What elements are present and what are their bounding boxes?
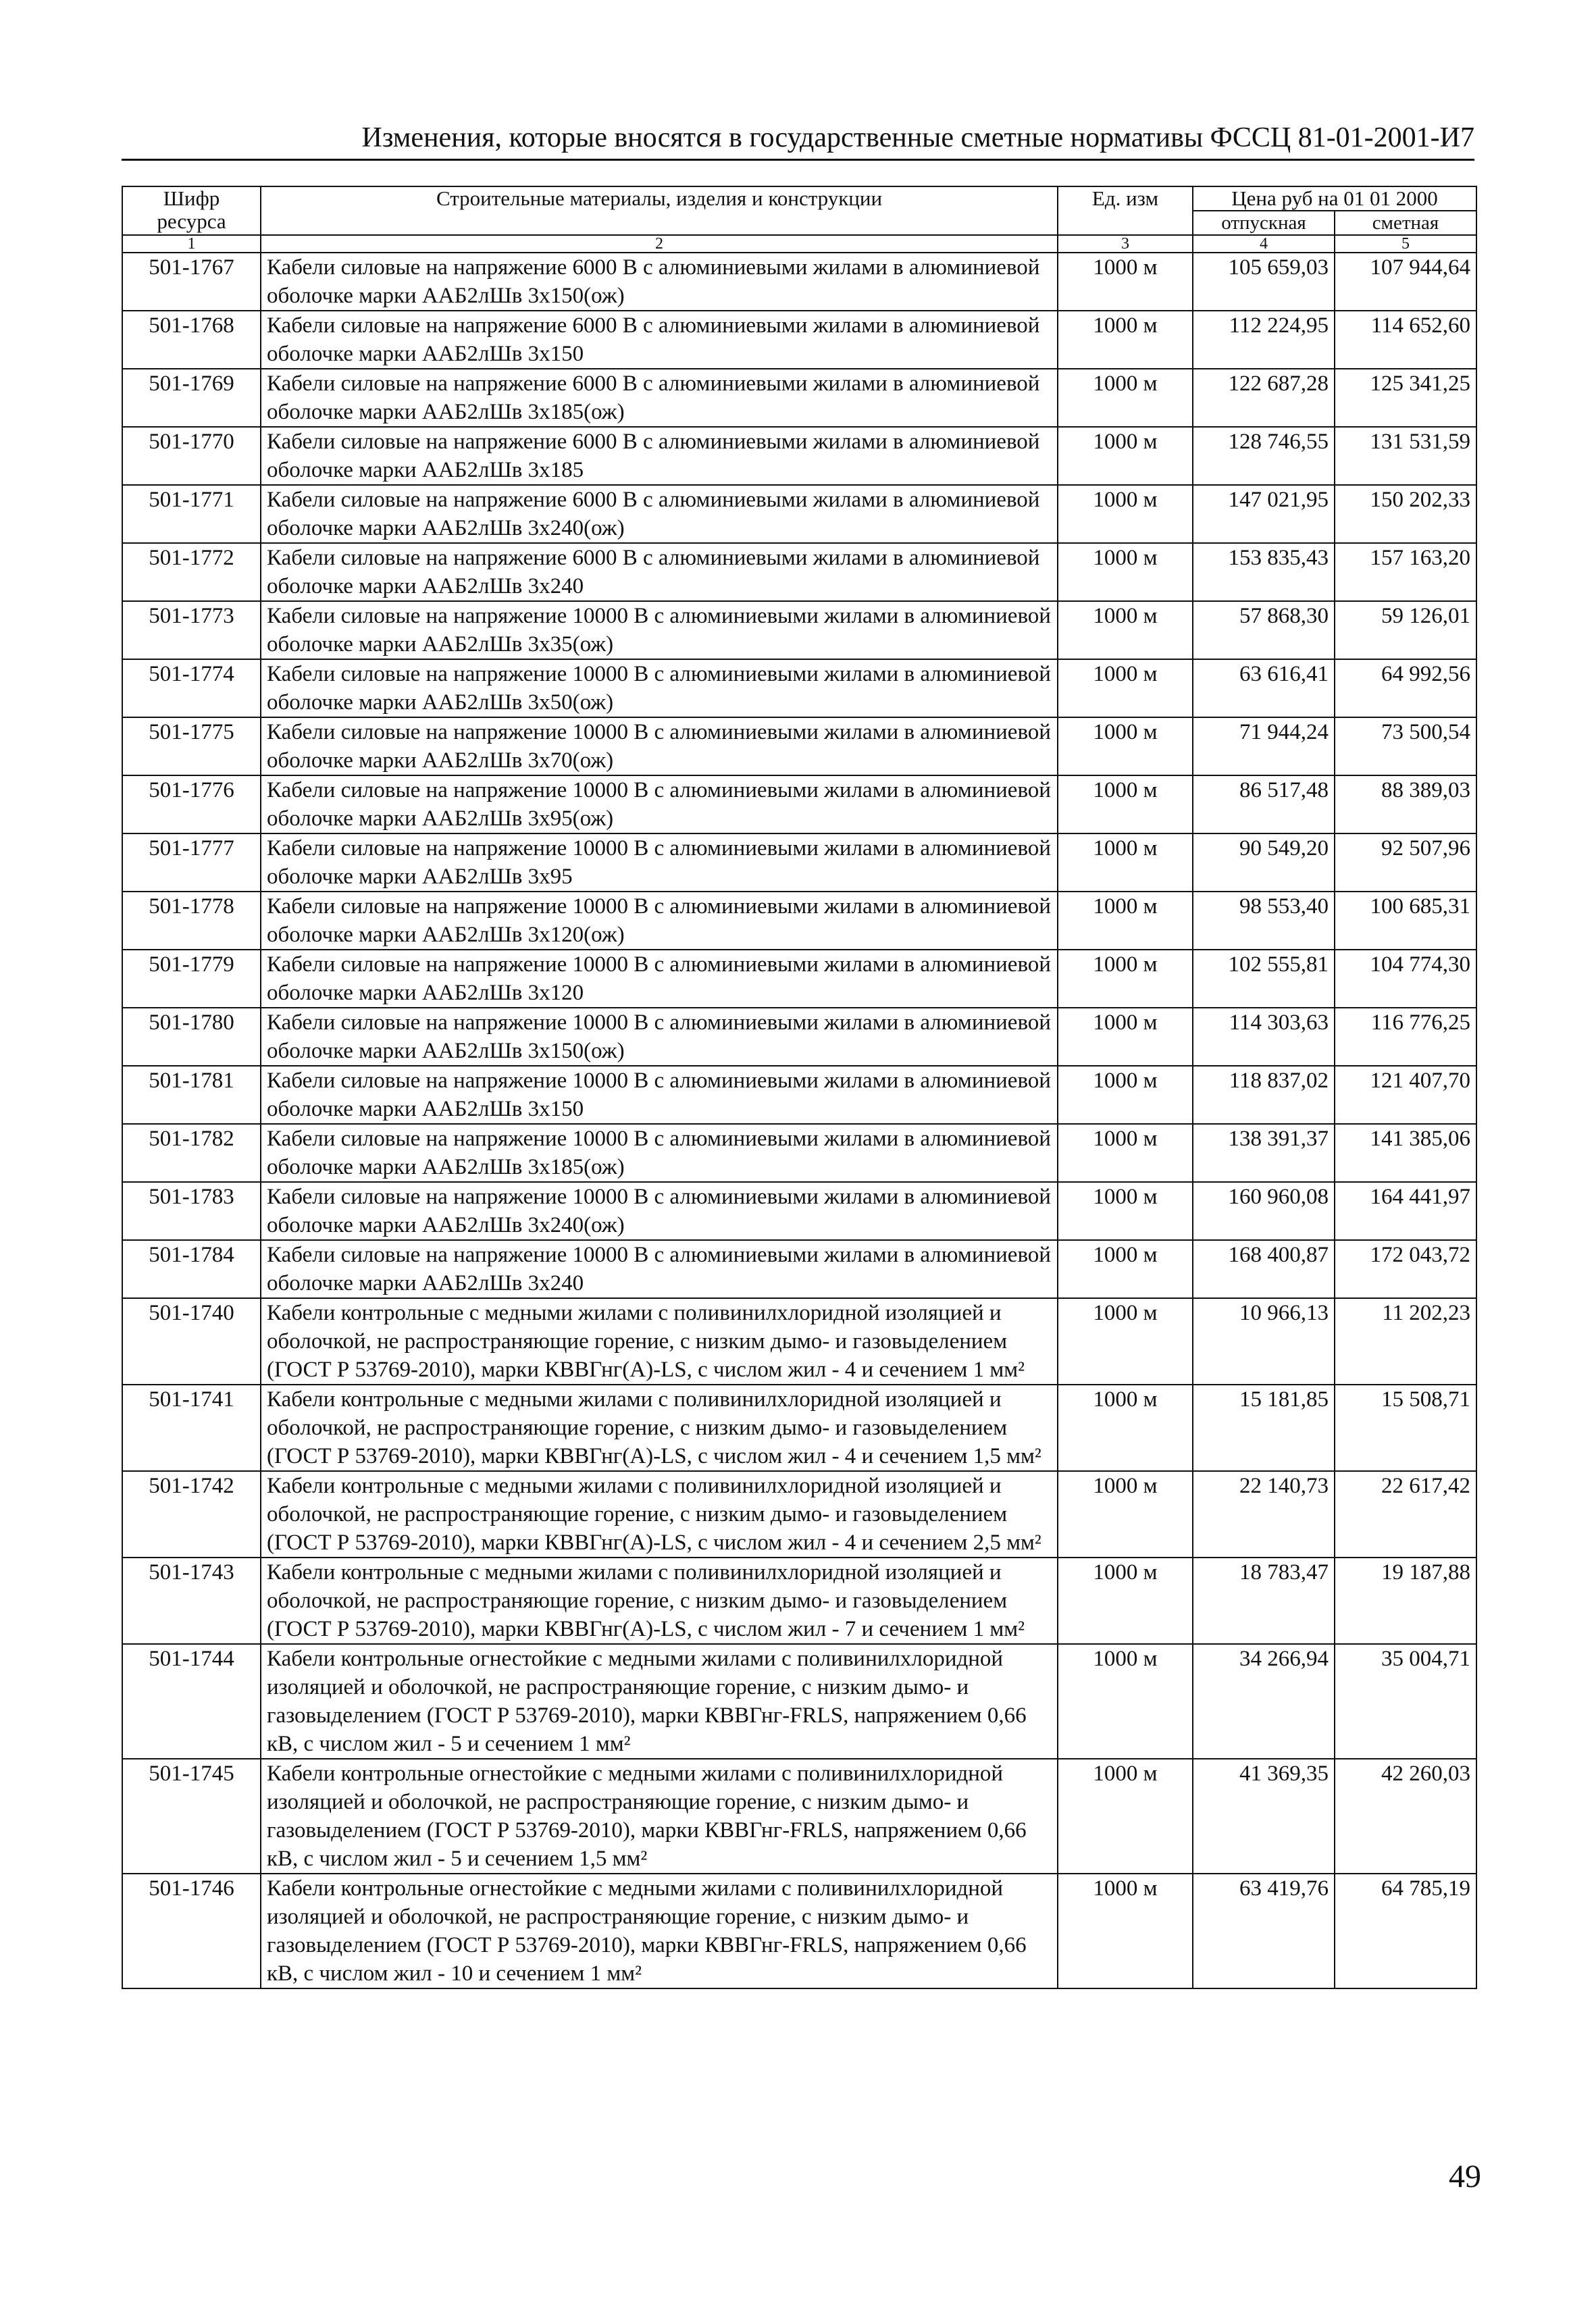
col-header-code: Шифр ресурса [122, 186, 261, 235]
resource-code-cell: 501-1782 [122, 1124, 261, 1182]
table-row [122, 950, 1476, 1008]
column-number-5: 5 [1335, 235, 1476, 253]
material-name-cell: Кабели силовые на напряжение 6000 В с алюминиевыми жилами в алюминиевой оболочке марки ААБ2лШв 3х185(ож) [261, 369, 1058, 427]
resource-code-cell: 501-1772 [122, 543, 261, 601]
col-header-estimate-price: сметная [1335, 211, 1476, 235]
column-number-2: 2 [261, 235, 1058, 253]
table-row [122, 833, 1476, 892]
table-row [122, 1066, 1476, 1124]
resource-code-cell: 501-1745 [122, 1759, 261, 1874]
release-price-cell: 22 140,73 [1193, 1471, 1335, 1558]
table-row [122, 892, 1476, 950]
col-header-release-price: отпускная [1193, 211, 1335, 235]
release-price-cell: 153 835,43 [1193, 543, 1335, 601]
material-name-cell: Кабели силовые на напряжение 10000 В с алюминиевыми жилами в алюминиевой оболочке марки ААБ2лШв 3х50(ож) [261, 659, 1058, 717]
resource-code-cell: 501-1780 [122, 1008, 261, 1066]
estimate-price-cell: 92 507,96 [1335, 833, 1476, 892]
table-row [122, 1240, 1476, 1298]
estimate-price-cell: 107 944,64 [1335, 253, 1476, 311]
material-name-cell: Кабели силовые на напряжение 10000 В с алюминиевыми жилами в алюминиевой оболочке марки ААБ2лШв 3х120 [261, 950, 1058, 1008]
table-row [122, 1385, 1476, 1471]
release-price-cell: 122 687,28 [1193, 369, 1335, 427]
estimate-price-cell: 73 500,54 [1335, 717, 1476, 775]
table-body [122, 253, 1476, 1988]
resource-code-cell: 501-1777 [122, 833, 261, 892]
unit-cell: 1000 м [1058, 543, 1193, 601]
unit-cell: 1000 м [1058, 833, 1193, 892]
release-price-cell: 10 966,13 [1193, 1298, 1335, 1385]
resource-code-cell: 501-1775 [122, 717, 261, 775]
release-price-cell: 34 266,94 [1193, 1644, 1335, 1759]
material-name-cell: Кабели силовые на напряжение 6000 В с алюминиевыми жилами в алюминиевой оболочке марки ААБ2лШв 3х185 [261, 427, 1058, 485]
material-name-cell: Кабели силовые на напряжение 6000 В с алюминиевыми жилами в алюминиевой оболочке марки ААБ2лШв 3х150(ож) [261, 253, 1058, 311]
estimate-price-cell: 114 652,60 [1335, 311, 1476, 369]
table-row [122, 659, 1476, 717]
resource-code-cell: 501-1744 [122, 1644, 261, 1759]
release-price-cell: 15 181,85 [1193, 1385, 1335, 1471]
material-name-cell: Кабели силовые на напряжение 10000 В с алюминиевыми жилами в алюминиевой оболочке марки ААБ2лШв 3х240(ож) [261, 1182, 1058, 1240]
estimate-price-cell: 64 992,56 [1335, 659, 1476, 717]
release-price-cell: 168 400,87 [1193, 1240, 1335, 1298]
unit-cell: 1000 м [1058, 775, 1193, 833]
estimate-price-cell: 35 004,71 [1335, 1644, 1476, 1759]
table-row [122, 1124, 1476, 1182]
unit-cell: 1000 м [1058, 601, 1193, 659]
estimate-price-cell: 104 774,30 [1335, 950, 1476, 1008]
table-row [122, 1644, 1476, 1759]
estimate-price-cell: 157 163,20 [1335, 543, 1476, 601]
material-name-cell: Кабели силовые на напряжение 10000 В с алюминиевыми жилами в алюминиевой оболочке марки ААБ2лШв 3х70(ож) [261, 717, 1058, 775]
table-row [122, 1759, 1476, 1874]
release-price-cell: 102 555,81 [1193, 950, 1335, 1008]
estimate-price-cell: 15 508,71 [1335, 1385, 1476, 1471]
release-price-cell: 18 783,47 [1193, 1558, 1335, 1644]
release-price-cell: 41 369,35 [1193, 1759, 1335, 1874]
material-name-cell: Кабели силовые на напряжение 6000 В с алюминиевыми жилами в алюминиевой оболочке марки ААБ2лШв 3х240 [261, 543, 1058, 601]
material-name-cell: Кабели силовые на напряжение 10000 В с алюминиевыми жилами в алюминиевой оболочке марки ААБ2лШв 3х150(ож) [261, 1008, 1058, 1066]
estimate-price-cell: 19 187,88 [1335, 1558, 1476, 1644]
unit-cell: 1000 м [1058, 717, 1193, 775]
release-price-cell: 112 224,95 [1193, 311, 1335, 369]
release-price-cell: 114 303,63 [1193, 1008, 1335, 1066]
unit-cell: 1000 м [1058, 311, 1193, 369]
unit-cell: 1000 м [1058, 1066, 1193, 1124]
unit-cell: 1000 м [1058, 1644, 1193, 1759]
resource-code-cell: 501-1781 [122, 1066, 261, 1124]
material-name-cell: Кабели силовые на напряжение 10000 В с алюминиевыми жилами в алюминиевой оболочке марки ААБ2лШв 3х120(ож) [261, 892, 1058, 950]
resource-code-cell: 501-1771 [122, 485, 261, 543]
release-price-cell: 63 419,76 [1193, 1874, 1335, 1988]
column-number-3: 3 [1058, 235, 1193, 253]
material-name-cell: Кабели контрольные с медными жилами с поливинилхлоридной изоляцией и оболочкой, не распространяющие горение, с низким дымо- и газовыделением (ГОСТ Р 53769-2010), марки КВВГнг(А)-LS, с числом жил - 4 и сечением 1,5 мм² [261, 1385, 1058, 1471]
resource-code-cell: 501-1774 [122, 659, 261, 717]
estimate-price-cell: 131 531,59 [1335, 427, 1476, 485]
resource-code-cell: 501-1784 [122, 1240, 261, 1298]
material-name-cell: Кабели силовые на напряжение 10000 В с алюминиевыми жилами в алюминиевой оболочке марки ААБ2лШв 3х185(ож) [261, 1124, 1058, 1182]
table-row [122, 1874, 1476, 1988]
material-name-cell: Кабели силовые на напряжение 10000 В с алюминиевыми жилами в алюминиевой оболочке марки ААБ2лШв 3х150 [261, 1066, 1058, 1124]
release-price-cell: 86 517,48 [1193, 775, 1335, 833]
resource-code-cell: 501-1770 [122, 427, 261, 485]
page-number: 49 [1449, 2159, 1481, 2194]
estimate-price-cell: 88 389,03 [1335, 775, 1476, 833]
resource-code-cell: 501-1743 [122, 1558, 261, 1644]
release-price-cell: 63 616,41 [1193, 659, 1335, 717]
unit-cell: 1000 м [1058, 659, 1193, 717]
table-row [122, 775, 1476, 833]
material-name-cell: Кабели контрольные огнестойкие с медными жилами с поливинилхлоридной изоляцией и оболочкой, не распространяющие горение, с низким дымо- и газовыделением (ГОСТ Р 53769-2010), марки КВВГнг-FRLS, напряжением 0,66 кВ, с числом жил - 5 и сечением 1,5 мм² [261, 1759, 1058, 1874]
release-price-cell: 98 553,40 [1193, 892, 1335, 950]
col-header-name: Строительные материалы, изделия и конструкции [261, 186, 1058, 235]
resource-code-cell: 501-1769 [122, 369, 261, 427]
resource-code-cell: 501-1741 [122, 1385, 261, 1471]
estimate-price-cell: 59 126,01 [1335, 601, 1476, 659]
estimate-price-cell: 42 260,03 [1335, 1759, 1476, 1874]
table-row [122, 543, 1476, 601]
unit-cell: 1000 м [1058, 892, 1193, 950]
resource-price-table [122, 186, 1477, 1989]
table-row [122, 369, 1476, 427]
unit-cell: 1000 м [1058, 485, 1193, 543]
resource-code-cell: 501-1783 [122, 1182, 261, 1240]
estimate-price-cell: 64 785,19 [1335, 1874, 1476, 1988]
col-header-unit: Ед. изм [1058, 186, 1193, 235]
estimate-price-cell: 22 617,42 [1335, 1471, 1476, 1558]
table-row [122, 1558, 1476, 1644]
resource-code-cell: 501-1779 [122, 950, 261, 1008]
table-row [122, 1471, 1476, 1558]
unit-cell: 1000 м [1058, 427, 1193, 485]
material-name-cell: Кабели силовые на напряжение 10000 В с алюминиевыми жилами в алюминиевой оболочке марки ААБ2лШв 3х95(ож) [261, 775, 1058, 833]
material-name-cell: Кабели контрольные с медными жилами с поливинилхлоридной изоляцией и оболочкой, не распространяющие горение, с низким дымо- и газовыделением (ГОСТ Р 53769-2010), марки КВВГнг(А)-LS, с числом жил - 7 и сечением 1 мм² [261, 1558, 1058, 1644]
material-name-cell: Кабели силовые на напряжение 10000 В с алюминиевыми жилами в алюминиевой оболочке марки ААБ2лШв 3х35(ож) [261, 601, 1058, 659]
resource-code-cell: 501-1773 [122, 601, 261, 659]
estimate-price-cell: 100 685,31 [1335, 892, 1476, 950]
estimate-price-cell: 150 202,33 [1335, 485, 1476, 543]
resource-code-cell: 501-1767 [122, 253, 261, 311]
unit-cell: 1000 м [1058, 1124, 1193, 1182]
col-header-price-group: Цена руб на 01 01 2000 [1193, 186, 1476, 211]
unit-cell: 1000 м [1058, 1558, 1193, 1644]
material-name-cell: Кабели контрольные с медными жилами с поливинилхлоридной изоляцией и оболочкой, не распространяющие горение, с низким дымо- и газовыделением (ГОСТ Р 53769-2010), марки КВВГнг(А)-LS, с числом жил - 4 и сечением 2,5 мм² [261, 1471, 1058, 1558]
release-price-cell: 71 944,24 [1193, 717, 1335, 775]
unit-cell: 1000 м [1058, 253, 1193, 311]
table-row [122, 1182, 1476, 1240]
estimate-price-cell: 125 341,25 [1335, 369, 1476, 427]
estimate-price-cell: 141 385,06 [1335, 1124, 1476, 1182]
estimate-price-cell: 164 441,97 [1335, 1182, 1476, 1240]
resource-code-cell: 501-1778 [122, 892, 261, 950]
table-row [122, 485, 1476, 543]
header-rule [122, 159, 1474, 161]
page-header-title: Изменения, которые вносятся в государственные сметные нормативы ФССЦ 81-01-2001-И7 [361, 122, 1474, 153]
unit-cell: 1000 м [1058, 1298, 1193, 1385]
estimate-price-cell: 116 776,25 [1335, 1008, 1476, 1066]
column-number-4: 4 [1193, 235, 1335, 253]
resource-code-cell: 501-1776 [122, 775, 261, 833]
release-price-cell: 90 549,20 [1193, 833, 1335, 892]
release-price-cell: 57 868,30 [1193, 601, 1335, 659]
release-price-cell: 138 391,37 [1193, 1124, 1335, 1182]
table-row [122, 253, 1476, 311]
material-name-cell: Кабели силовые на напряжение 6000 В с алюминиевыми жилами в алюминиевой оболочке марки ААБ2лШв 3х150 [261, 311, 1058, 369]
table-row [122, 717, 1476, 775]
unit-cell: 1000 м [1058, 1240, 1193, 1298]
table-row [122, 311, 1476, 369]
material-name-cell: Кабели контрольные огнестойкие с медными жилами с поливинилхлоридной изоляцией и оболочкой, не распространяющие горение, с низким дымо- и газовыделением (ГОСТ Р 53769-2010), марки КВВГнг-FRLS, напряжением 0,66 кВ, с числом жил - 5 и сечением 1 мм² [261, 1644, 1058, 1759]
unit-cell: 1000 м [1058, 1008, 1193, 1066]
unit-cell: 1000 м [1058, 1471, 1193, 1558]
table-row [122, 427, 1476, 485]
column-number-1: 1 [122, 235, 261, 253]
resource-code-cell: 501-1746 [122, 1874, 261, 1988]
material-name-cell: Кабели силовые на напряжение 6000 В с алюминиевыми жилами в алюминиевой оболочке марки ААБ2лШв 3х240(ож) [261, 485, 1058, 543]
estimate-price-cell: 172 043,72 [1335, 1240, 1476, 1298]
table-row [122, 601, 1476, 659]
resource-code-cell: 501-1740 [122, 1298, 261, 1385]
estimate-price-cell: 121 407,70 [1335, 1066, 1476, 1124]
material-name-cell: Кабели контрольные с медными жилами с поливинилхлоридной изоляцией и оболочкой, не распространяющие горение, с низким дымо- и газовыделением (ГОСТ Р 53769-2010), марки КВВГнг(А)-LS, с числом жил - 4 и сечением 1 мм² [261, 1298, 1058, 1385]
unit-cell: 1000 м [1058, 369, 1193, 427]
material-name-cell: Кабели силовые на напряжение 10000 В с алюминиевыми жилами в алюминиевой оболочке марки ААБ2лШв 3х240 [261, 1240, 1058, 1298]
release-price-cell: 105 659,03 [1193, 253, 1335, 311]
release-price-cell: 147 021,95 [1193, 485, 1335, 543]
estimate-price-cell: 11 202,23 [1335, 1298, 1476, 1385]
unit-cell: 1000 м [1058, 950, 1193, 1008]
unit-cell: 1000 м [1058, 1385, 1193, 1471]
resource-code-cell: 501-1742 [122, 1471, 261, 1558]
unit-cell: 1000 м [1058, 1759, 1193, 1874]
table-row [122, 1008, 1476, 1066]
release-price-cell: 118 837,02 [1193, 1066, 1335, 1124]
resource-code-cell: 501-1768 [122, 311, 261, 369]
material-name-cell: Кабели силовые на напряжение 10000 В с алюминиевыми жилами в алюминиевой оболочке марки ААБ2лШв 3х95 [261, 833, 1058, 892]
release-price-cell: 128 746,55 [1193, 427, 1335, 485]
table-row [122, 1298, 1476, 1385]
unit-cell: 1000 м [1058, 1182, 1193, 1240]
unit-cell: 1000 м [1058, 1874, 1193, 1988]
release-price-cell: 160 960,08 [1193, 1182, 1335, 1240]
material-name-cell: Кабели контрольные огнестойкие с медными жилами с поливинилхлоридной изоляцией и оболочкой, не распространяющие горение, с низким дымо- и газовыделением (ГОСТ Р 53769-2010), марки КВВГнг-FRLS, напряжением 0,66 кВ, с числом жил - 10 и сечением 1 мм² [261, 1874, 1058, 1988]
